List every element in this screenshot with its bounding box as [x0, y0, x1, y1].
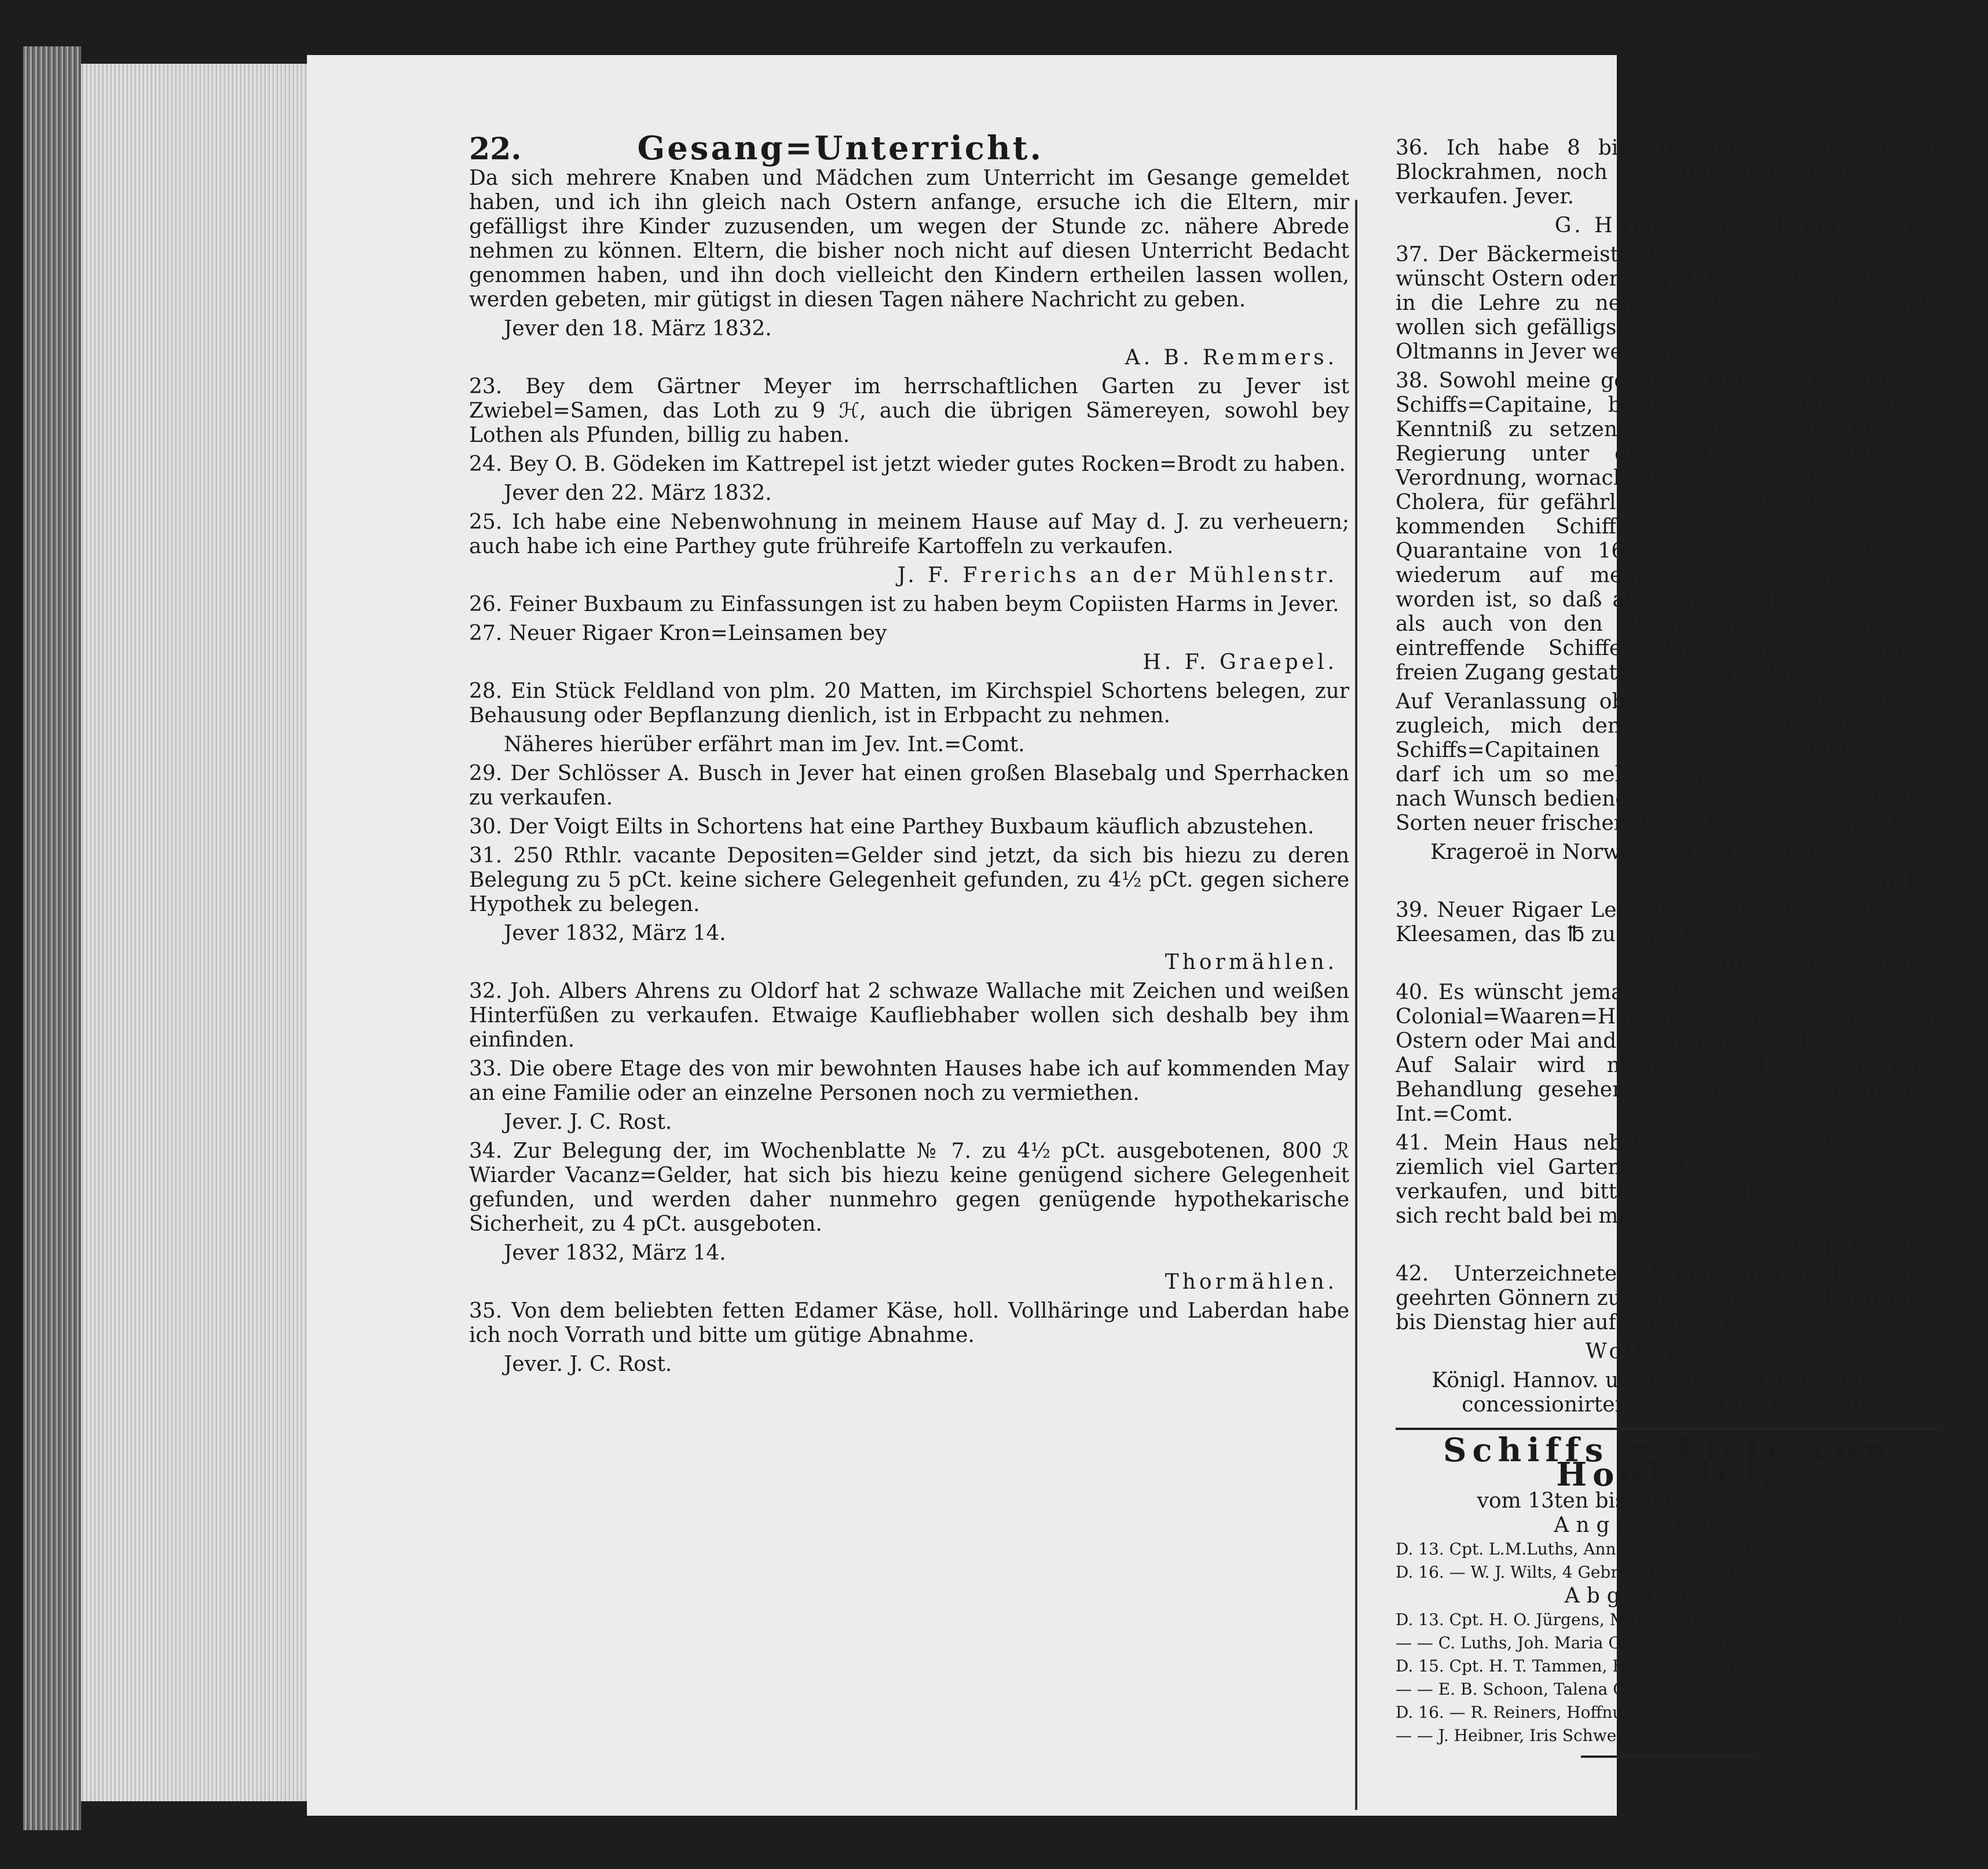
ship-list-rule — [1396, 1428, 1940, 1430]
notice-signature: Wolff jun. aus Hannover, — [1585, 1340, 1928, 1363]
arrived-list — [1396, 1538, 1940, 1584]
notice-place-date: Jever den 18. März 1832. — [504, 317, 772, 341]
column-divider — [1355, 200, 1357, 1810]
arrived-heading: Angekommen. — [1554, 1513, 1782, 1537]
notice-signature: Thormählen. — [1165, 950, 1338, 974]
page-block-edge — [81, 64, 313, 1801]
notice-text: 23. Bey dem Gärtner Meyer im herrschaftlichen Garten zu Jever ist Zwiebel=Samen, das Loth zu 9 ℋ, auch die übrigen Sämereyen, sowohl bey Lothen als Pfunden, billig zu haben. — [469, 375, 1349, 447]
notice-text: 24. Bey O. B. Gödeken im Kattrepel ist jetzt wieder gutes Rocken=Brodt zu haben. — [469, 452, 1346, 476]
notice-text: 30. Der Voigt Eilts in Schortens hat eine Parthey Buxbaum käuflich abzustehen. — [469, 815, 1315, 839]
left-notices — [469, 166, 1349, 1377]
notice-signature: A. B. Remmers. — [1125, 346, 1338, 370]
notice-text: 26. Feiner Buxbaum zu Einfassungen ist zu haben beym Copiisten Harms in Jever. — [469, 592, 1339, 616]
ship-list-subtitle: vom 13ten bis incl. den 16ten März. — [1477, 1489, 1859, 1513]
notice-text: 25. Ich habe eine Nebenwohnung in meinem Hause auf May d. J. zu verheuern; auch habe ich eine Parthey gute frühreife Kartoffeln zu verkaufen. — [469, 510, 1349, 558]
notice-signature: W. M. Janßen. — [1737, 1233, 1928, 1257]
notice-text: Auf Veranlassung obiger Zeilen, erlaube ich mir zugleich, mich den Herren Holzhändlern und Schiffs=Capitainen bestens zu empfehlen, und darf ich um so mehr versprechen, einem jeden nach Wunsch bedienen zu können, als ich mit allen Sorten neuer frischer Hölzer bereits versehen bin. — [1396, 690, 1940, 835]
notice-text: 29. Der Schlösser A. Busch in Jever hat einen großen Blasebalg und Sperrhacken zu verkaufen. — [469, 762, 1349, 810]
departed-list — [1396, 1608, 1988, 1747]
ship-list-title: Schiffs = Liste von Hooksiel, — [1443, 1431, 1892, 1494]
notice-text: 27. Neuer Rigaer Kron=Leinsamen bey — [469, 621, 887, 645]
notice-text: 42. Unterzeichneter bringt hierdurch seinen geehrten Gönnern zur Kunde, daß er sich nur noch bis Dienstag hier aufhalten wird. — [1396, 1262, 1940, 1334]
ship-entry: D. 13. Cpt. H. O. Jürgens, Marg. Cathar. Old. fl. m. Hafer n. Amsterdam. — [1396, 1610, 1988, 1629]
notice-centered: Königl. Hannov. u. Großherzogl. Oldenburgl. concessionirter Zahnarzt u. Operateur. — [1431, 1369, 1904, 1417]
notice-place-date: Jever. J. C. Rost. — [504, 1352, 672, 1376]
departed-heading: Abgefahren. — [1564, 1584, 1771, 1608]
ship-entry: — — E. B. Schoon, Talena Old. fl. m. Hafer n. Bremen. — [1396, 1680, 1842, 1699]
notice-text: 36. Ich habe 8 bis 10 Fach Glasrahmen mit Blockrahmen, noch sehr gut zu gebrauchen, zu verkaufen. Jever. — [1396, 136, 1940, 209]
ship-entry: D. 16. — W. J. Wilts, 4 Gebrüd. Old. fl. led. v. dito. — [1396, 1563, 1800, 1582]
ship-entry: D. 16. — R. Reiners, Hoffnung Old. fl. m. Getreide n. dito. — [1396, 1703, 1869, 1722]
notice-text: 37. Der Bäckermeister G. W. Reiners in Wittmund wünscht Ostern oder May d. J. einen Lehrburschen in die Lehre zu nehmen. Hierauf Reflectirende wollen sich gefälligst an den Bäckermeister N. W. Oltmanns in Jever wenden. — [1396, 243, 1940, 364]
notice-text: 40. Es wünscht jemand, der mehre Jahre in einer Colonial=Waaren=Handlung gestanden, auf Ostern oder Mai anderweitig angestellt zu werden. Auf Salair wird nicht so viel als auf gute Behandlung gesehen. Nähere Nachricht im Jev. Int.=Comt. — [1396, 981, 1940, 1126]
notice-signature: M. Abels zu Accum. — [1657, 952, 1928, 975]
notice-place-date: Jever 1832, März 14. — [504, 1241, 726, 1265]
notice-text: Da sich mehrere Knaben und Mädchen zum Unterricht im Gesange gemeldet haben, und ich ihn gleich nach Ostern anfange, ersuche ich die Eltern, mir gefälligst ihre Kinder zuzusenden, um wegen der Stunde zc. nähere Abrede nehmen zu können. Eltern, die bisher noch nicht auf diesen Unterricht Bedacht genommen haben, und ihn doch vielleicht den Kindern ertheilen lassen wollen, werden gebeten, mir gütigst in diesen Tagen nähere Nachricht zu geben. — [469, 166, 1349, 312]
ship-entry: — — C. Luths, Joh. Maria Old. fl. m. Hafer n. Bremen. — [1396, 1633, 1837, 1652]
notice-place-date: Jever. J. C. Rost. — [504, 1110, 672, 1134]
ship-entry: D. 15. Cpt. H. T. Tammen, Hoffn. Hann. fl. m. Bohnen n. Emden. — [1396, 1656, 1922, 1676]
notice-text: 38. Sowohl meine geehrten Handels=Freunde als Schiffs=Capitaine, beeile ich mich hierdurch in Kenntniß zu setzen, daß die von der hiesigen Regierung unter dem 21. v. M. erlassene Verordnung, wornach Ostfriesland, in Hinsicht der Cholera, für gefährlich erklärt, und die von dort kommenden Schiffe, ohne Ausnahme, eine Quarantaine von 16 Tagen auszuhalten hätten, wiederum auf mein Verwenden aufgehoben worden ist, so daß alle von den dortigen sowohl, als auch von den Oldenburgischen Häfen hier eintreffende Schiffe, ohne weiteres fernerhin freien Zugang gestattet werden sollen. — [1396, 369, 1940, 685]
notice-text: 34. Zur Belegung der, im Wochenblatte № 7. zu 4½ pCt. ausgebotenen, 800 ℛ Wiarder Vacanz=Gelder, hat sich bis hiezu keine genügend sichere Gelegenheit gefunden, und werden daher nunmehro gegen genügende hypothekarische Sicherheit, zu 4 pCt. ausgeboten. — [469, 1139, 1349, 1236]
notice-place-date: Krageroë in Norwegen d. 19. Febr. 1832. — [1430, 840, 1865, 864]
book-edge — [23, 46, 81, 1830]
notice-place-date: Jever 1832, März 14. — [504, 921, 726, 945]
notice-text: 39. Neuer Rigaer Leinsamen und schöner hiesiger Kleesamen, das ℔ zu 7 gr., bei — [1396, 898, 1940, 946]
right-column — [1396, 136, 1988, 1758]
notice-text: 35. Von dem beliebten fetten Edamer Käse, holl. Vollhäringe und Laberdan habe ich noch Vorrath und bitte um gütige Abnahme. — [469, 1299, 1349, 1347]
notice-text: 31. 250 Rthlr. vacante Depositen=Gelder sind jetzt, da sich bis hiezu zu deren Belegung zu 5 pCt. keine sichere Gelegenheit gefunden, zu 4½ pCt. gegen sichere Hypothek zu belegen. — [469, 844, 1349, 916]
ship-entry: — — J. Heibner, Iris Schwed. fl. m. Theer u. Eisen n. Hamb. — [1396, 1726, 1884, 1745]
closing-rule — [1581, 1755, 1755, 1758]
notice-signature: H. F. Graepel. — [1143, 650, 1338, 674]
left-column — [469, 129, 1349, 1381]
notice-text: 33. Die obere Etage des von mir bewohnten Hauses habe ich auf kommenden May an eine Familie oder an einzelne Personen noch zu vermiethen. — [469, 1057, 1349, 1105]
notice-text: 28. Ein Stück Feldland von plm. 20 Matten, im Kirchspiel Schortens belegen, zur Behausung oder Bepflanzung dienlich, ist in Erbpacht zu nehmen. — [469, 679, 1349, 727]
page-header — [469, 129, 1349, 167]
notice-text: 41. Mein Haus nebst einer Strecke Deich und ziemlich viel Gartengrund bei Middoge, will ich verkaufen, und bitte ich Kaufliebhaber deshalb sich recht bald bei mir einzufinden. — [1396, 1131, 1940, 1228]
page-number: 22. — [469, 131, 522, 167]
newspaper-page — [307, 55, 1988, 1816]
notice-place-date: Jever den 22. März 1832. — [504, 481, 772, 505]
section-title: Gesang=Unterricht. — [637, 129, 1044, 167]
notice-text: 32. Joh. Albers Ahrens zu Oldorf hat 2 schwaze Wallache mit Zeichen und weißen Hinterfüßen zu verkaufen. Etwaige Kaufliebhaber wollen sich deshalb bey ihm einfinden. — [469, 979, 1349, 1052]
right-notices — [1396, 136, 1940, 1417]
notice-signature: J. F. Frerichs an der Mühlenstr. — [897, 564, 1338, 587]
notice-signature: G. Harms, Tischlermeister. — [1554, 214, 1928, 237]
notice-signature: Thormählen. — [1165, 1270, 1338, 1294]
ship-entry: D. 13. Cpt. L.M.Luths, Anna Marg. Old. fl. led. v. Wangeroge — [1396, 1539, 1892, 1559]
notice-signature: J. G. Dahll. — [1775, 869, 1928, 893]
notice-place-date: Näheres hierüber erfährt man im Jev. Int.=Comt. — [504, 733, 1025, 756]
